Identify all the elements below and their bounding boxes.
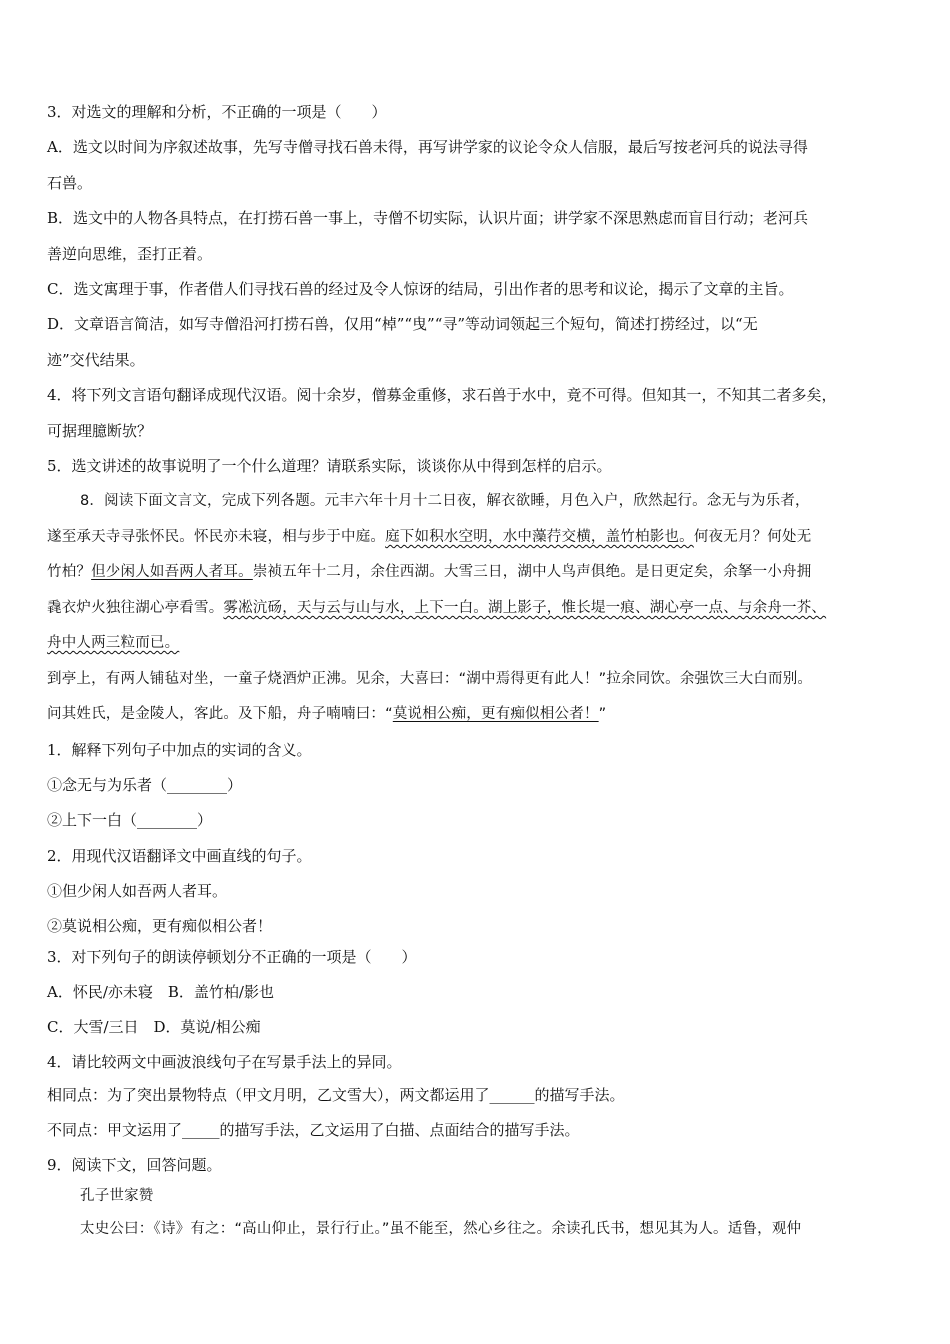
q9-passage-line-1: 太史公曰：《诗》有之：“高山仰止，景行行止。”虽不能至，然心乡往之。余读孔氏书，想见其为人。适鲁，观仲 <box>80 1221 802 1237</box>
q8-passage-line-6: 到亭上，有两人铺毡对坐，一童子烧酒炉正沸。见余，大喜曰：“湖中焉得更有此人！”拉余同饮。余强饮三大白而别。 <box>47 671 813 687</box>
q3-option-a-cont: 石兽。 <box>47 174 93 192</box>
q8-passage-line-7 <box>47 704 606 724</box>
q8-2-item-2: ②莫说相公痴，更有痴似相公者！ <box>47 917 273 935</box>
q8-1-item-2: ②上下一白（________） <box>47 811 213 829</box>
q8-passage-line-3 <box>47 562 811 582</box>
q3-option-d-cont: 迹”交代结果。 <box>47 351 145 369</box>
q8-1-item-1: ①念无与为乐者（________） <box>47 776 243 794</box>
q8-4-same: 相同点：为了突出景物特点（甲文月明，乙文雪大），两文都运用了______的描写手法。 <box>47 1086 625 1104</box>
q8-2-stem: 2．用现代汉语翻译文中画直线的句子。 <box>47 847 312 865</box>
q3-option-b-cont: 善逆向思维，歪打正着。 <box>47 245 213 263</box>
q8-4-stem: 4．请比较两文中画波浪线句子在写景手法上的异同。 <box>47 1053 402 1071</box>
q8-text: ” <box>598 706 607 722</box>
q3-stem: 3．对选文的理解和分析，不正确的一项是（ ） <box>47 103 387 121</box>
q8-4-diff: 不同点：甲文运用了_____的描写手法，乙文运用了白描、点面结合的描写手法。 <box>47 1121 580 1139</box>
q8-passage-line-2 <box>47 527 811 547</box>
q9-stem: 9．阅读下文，回答问题。 <box>47 1156 222 1174</box>
q8-text: 毳衣炉火独往湖心亭看雪。 <box>47 600 224 616</box>
q8-text: 竹柏？ <box>47 564 92 580</box>
q8-text: 何夜无月？何处无 <box>693 529 812 545</box>
q8-passage-line-4 <box>47 598 826 618</box>
q8-2-item-1: ①但少闲人如吾两人者耳。 <box>47 882 228 900</box>
q8-text: 问其姓氏，是金陵人，客此。及下船，舟子喃喃曰：“ <box>47 706 393 722</box>
q8-text: 遂至承天寺寻张怀民。怀民亦未寝，相与步于中庭。 <box>47 529 386 545</box>
q3-option-a: A．选文以时间为序叙述故事，先写寺僧寻找石兽未得，再写讲学家的议论令众人信服，最后写按老河兵的说法寻得 <box>47 138 808 156</box>
underlined-sentence: 莫说相公痴，更有痴似相公者！ <box>392 706 599 722</box>
q5-stem: 5．选文讲述的故事说明了一个什么道理？请联系实际，谈谈你从中得到怎样的启示。 <box>47 457 612 475</box>
wavy-underlined-sentence: 舟中人两三粒而已。 <box>47 635 180 651</box>
q4-stem-cont: 可据理臆断欤？ <box>47 422 153 440</box>
q8-3-stem: 3．对下列句子的朗读停顿划分不正确的一项是（ ） <box>47 948 417 966</box>
underlined-sentence: 但少闲人如吾两人者耳。 <box>91 564 253 580</box>
q3-option-b: B．选文中的人物各具特点，在打捞石兽一事上，寺僧不切实际，认识片面；讲学家不深思熟虑而盲目行动；老河兵 <box>47 209 809 227</box>
q3-option-d: D．文章语言简洁，如写寺僧沿河打捞石兽，仅用“棹”“曳”“寻”等动词领起三个短句，简述打捞经过，以“无 <box>47 315 758 333</box>
q4-stem: 4．将下列文言语句翻译成现代汉语。阅十余岁，僧募金重修，求石兽于水中，竟不可得。但知其一，不知其二者多矣， <box>47 386 837 404</box>
q8-1-stem: 1．解释下列句子中加点的实词的含义。 <box>47 741 312 759</box>
wavy-underlined-sentence: 雾凇沆砀，天与云与山与水，上下一白。湖上影子，惟长堤一痕、湖心亭一点、与余舟一芥、 <box>223 600 827 616</box>
q9-passage-title: 孔子世家赞 <box>80 1188 154 1204</box>
q8-passage-line-5 <box>47 633 179 653</box>
q3-option-c: C．选文寓理于事，作者借人们寻找石兽的经过及令人惊讶的结局，引出作者的思考和议论，揭示了文章的主旨。 <box>47 280 794 298</box>
q8-3-options-ab: A．怀民/亦未寝 B．盖竹柏/影也 <box>47 983 274 1001</box>
wavy-underlined-sentence: 庭下如积水空明，水中藻荇交横，盖竹柏影也。 <box>385 529 694 545</box>
q8-text: 崇祯五年十二月，余住西湖。大雪三日，湖中人鸟声俱绝。是日更定矣，余拏一小舟拥 <box>252 564 812 580</box>
q8-passage-line-1: 8．阅读下面文言文，完成下列各题。元丰六年十月十二日夜，解衣欲睡，月色入户，欣然起行。念无与为乐者， <box>80 493 810 509</box>
q8-3-options-cd: C．大雪/三日 D．莫说/相公痴 <box>47 1018 261 1036</box>
